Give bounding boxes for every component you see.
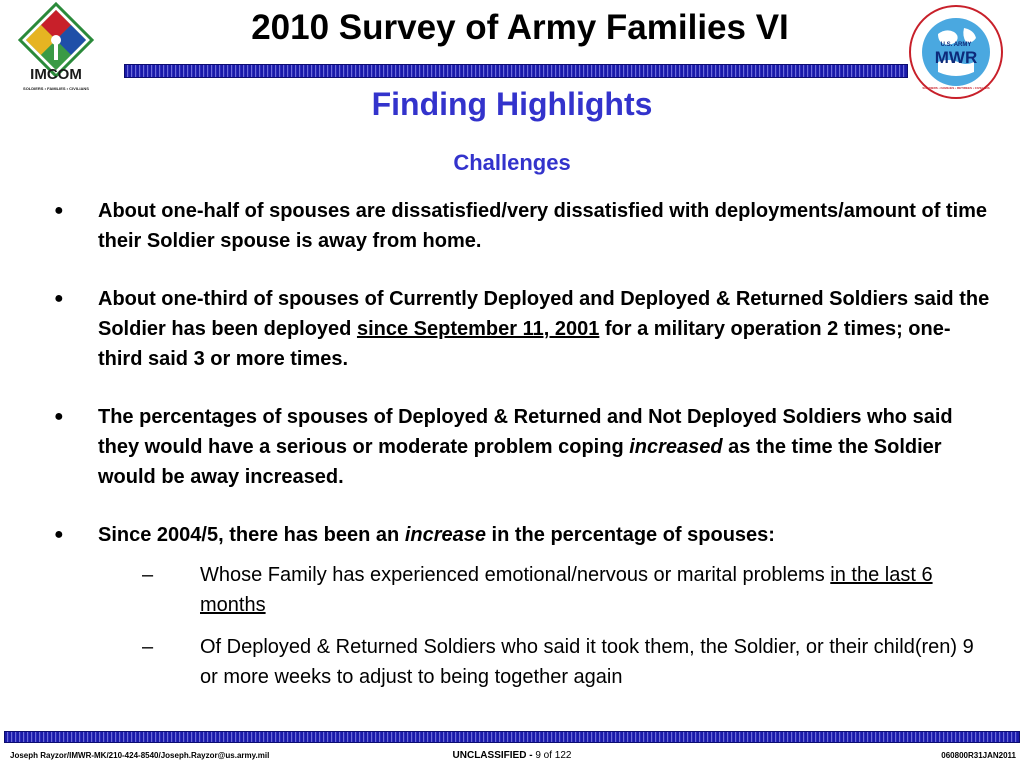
sub-bullet-text: Of Deployed & Returned Soldiers who said it took them, the Soldier, or their child(ren) 9 or more weeks to adjust to being together again: [200, 636, 974, 688]
bullet-text-pre: The percentages of spouses of Deployed & Returned and Not Deployed Soldiers who said they would have a serious or moderate problem coping: [98, 406, 953, 458]
bullet-dot-icon: ●: [54, 408, 64, 425]
footer-contact: Joseph Rayzor/IMWR-MK/210-424-8540/Joseph.Rayzor@us.army.mil: [10, 751, 270, 760]
bullet-item: [40, 402, 990, 492]
bullet-dot-icon: ●: [54, 526, 64, 543]
dash-marker-icon: –: [142, 564, 154, 586]
bullet-dot-icon: ●: [54, 202, 64, 219]
imcom-tagline: SOLDIERS • FAMILIES • CIVILIANS: [23, 86, 89, 91]
sub-bullet-text-underlined: in the last 6 months: [200, 564, 933, 616]
sub-bullet-list: [40, 560, 990, 692]
bullet-text-pre: Since 2004/5, there has been an: [98, 524, 405, 546]
bullet-text-post: for a military operation 2 times; one-third said 3 or more times.: [98, 318, 951, 370]
mwr-top-label: U.S. ARMY: [940, 42, 972, 48]
sub-bullet-item: [40, 632, 990, 692]
bullet-dot-icon: ●: [54, 290, 64, 307]
sub-bullet-item: [40, 560, 990, 620]
sub-bullet-text-pre: Whose Family has experienced emotional/nervous or marital problems: [200, 564, 831, 586]
imcom-wordmark: IMCOM: [30, 66, 82, 83]
bullet-text-pre: About one-third of spouses of Currently Deployed and Deployed & Returned Soldiers said the Soldier has been deployed: [98, 288, 990, 340]
footer-classification: [0, 750, 1024, 761]
dash-marker-icon: –: [142, 636, 154, 658]
bullet-text-italic: increase: [404, 524, 486, 546]
footer-date-code: 060800R31JAN2011: [941, 751, 1016, 760]
mwr-ring-text: SOLDIERS • FAMILIES • RETIREES • CIVILIANS: [922, 86, 990, 90]
bullet-item: [40, 520, 990, 550]
section-heading: Challenges: [453, 150, 571, 175]
header-divider-bar: [124, 64, 908, 78]
bullet-text: About one-half of spouses are dissatisfied/very dissatisfied with deployments/amount of time their Soldier spouse is away from home.: [98, 200, 988, 252]
imcom-logo: [8, 2, 104, 98]
bullet-list: [40, 196, 990, 704]
bullet-text-post: in the percentage of spouses:: [486, 524, 775, 546]
bullet-text-italic: increased: [629, 436, 723, 458]
page-number: 9 of 122: [535, 750, 572, 761]
bullet-text-post: as the time the Soldier would be away increased.: [98, 436, 942, 488]
classification-label: UNCLASSIFIED -: [452, 750, 533, 761]
footer-divider-bar: [4, 731, 1020, 743]
bullet-item: [40, 284, 990, 374]
bullet-item: [40, 196, 990, 256]
bullet-text-underlined: since September 11, 2001: [356, 318, 600, 340]
mwr-wordmark: MWR: [934, 48, 978, 67]
imcom-emblem-icon: [8, 2, 104, 98]
page-title: 2010 Survey of Army Families VI: [251, 8, 789, 47]
slide-subtitle: Finding Highlights: [371, 86, 653, 122]
